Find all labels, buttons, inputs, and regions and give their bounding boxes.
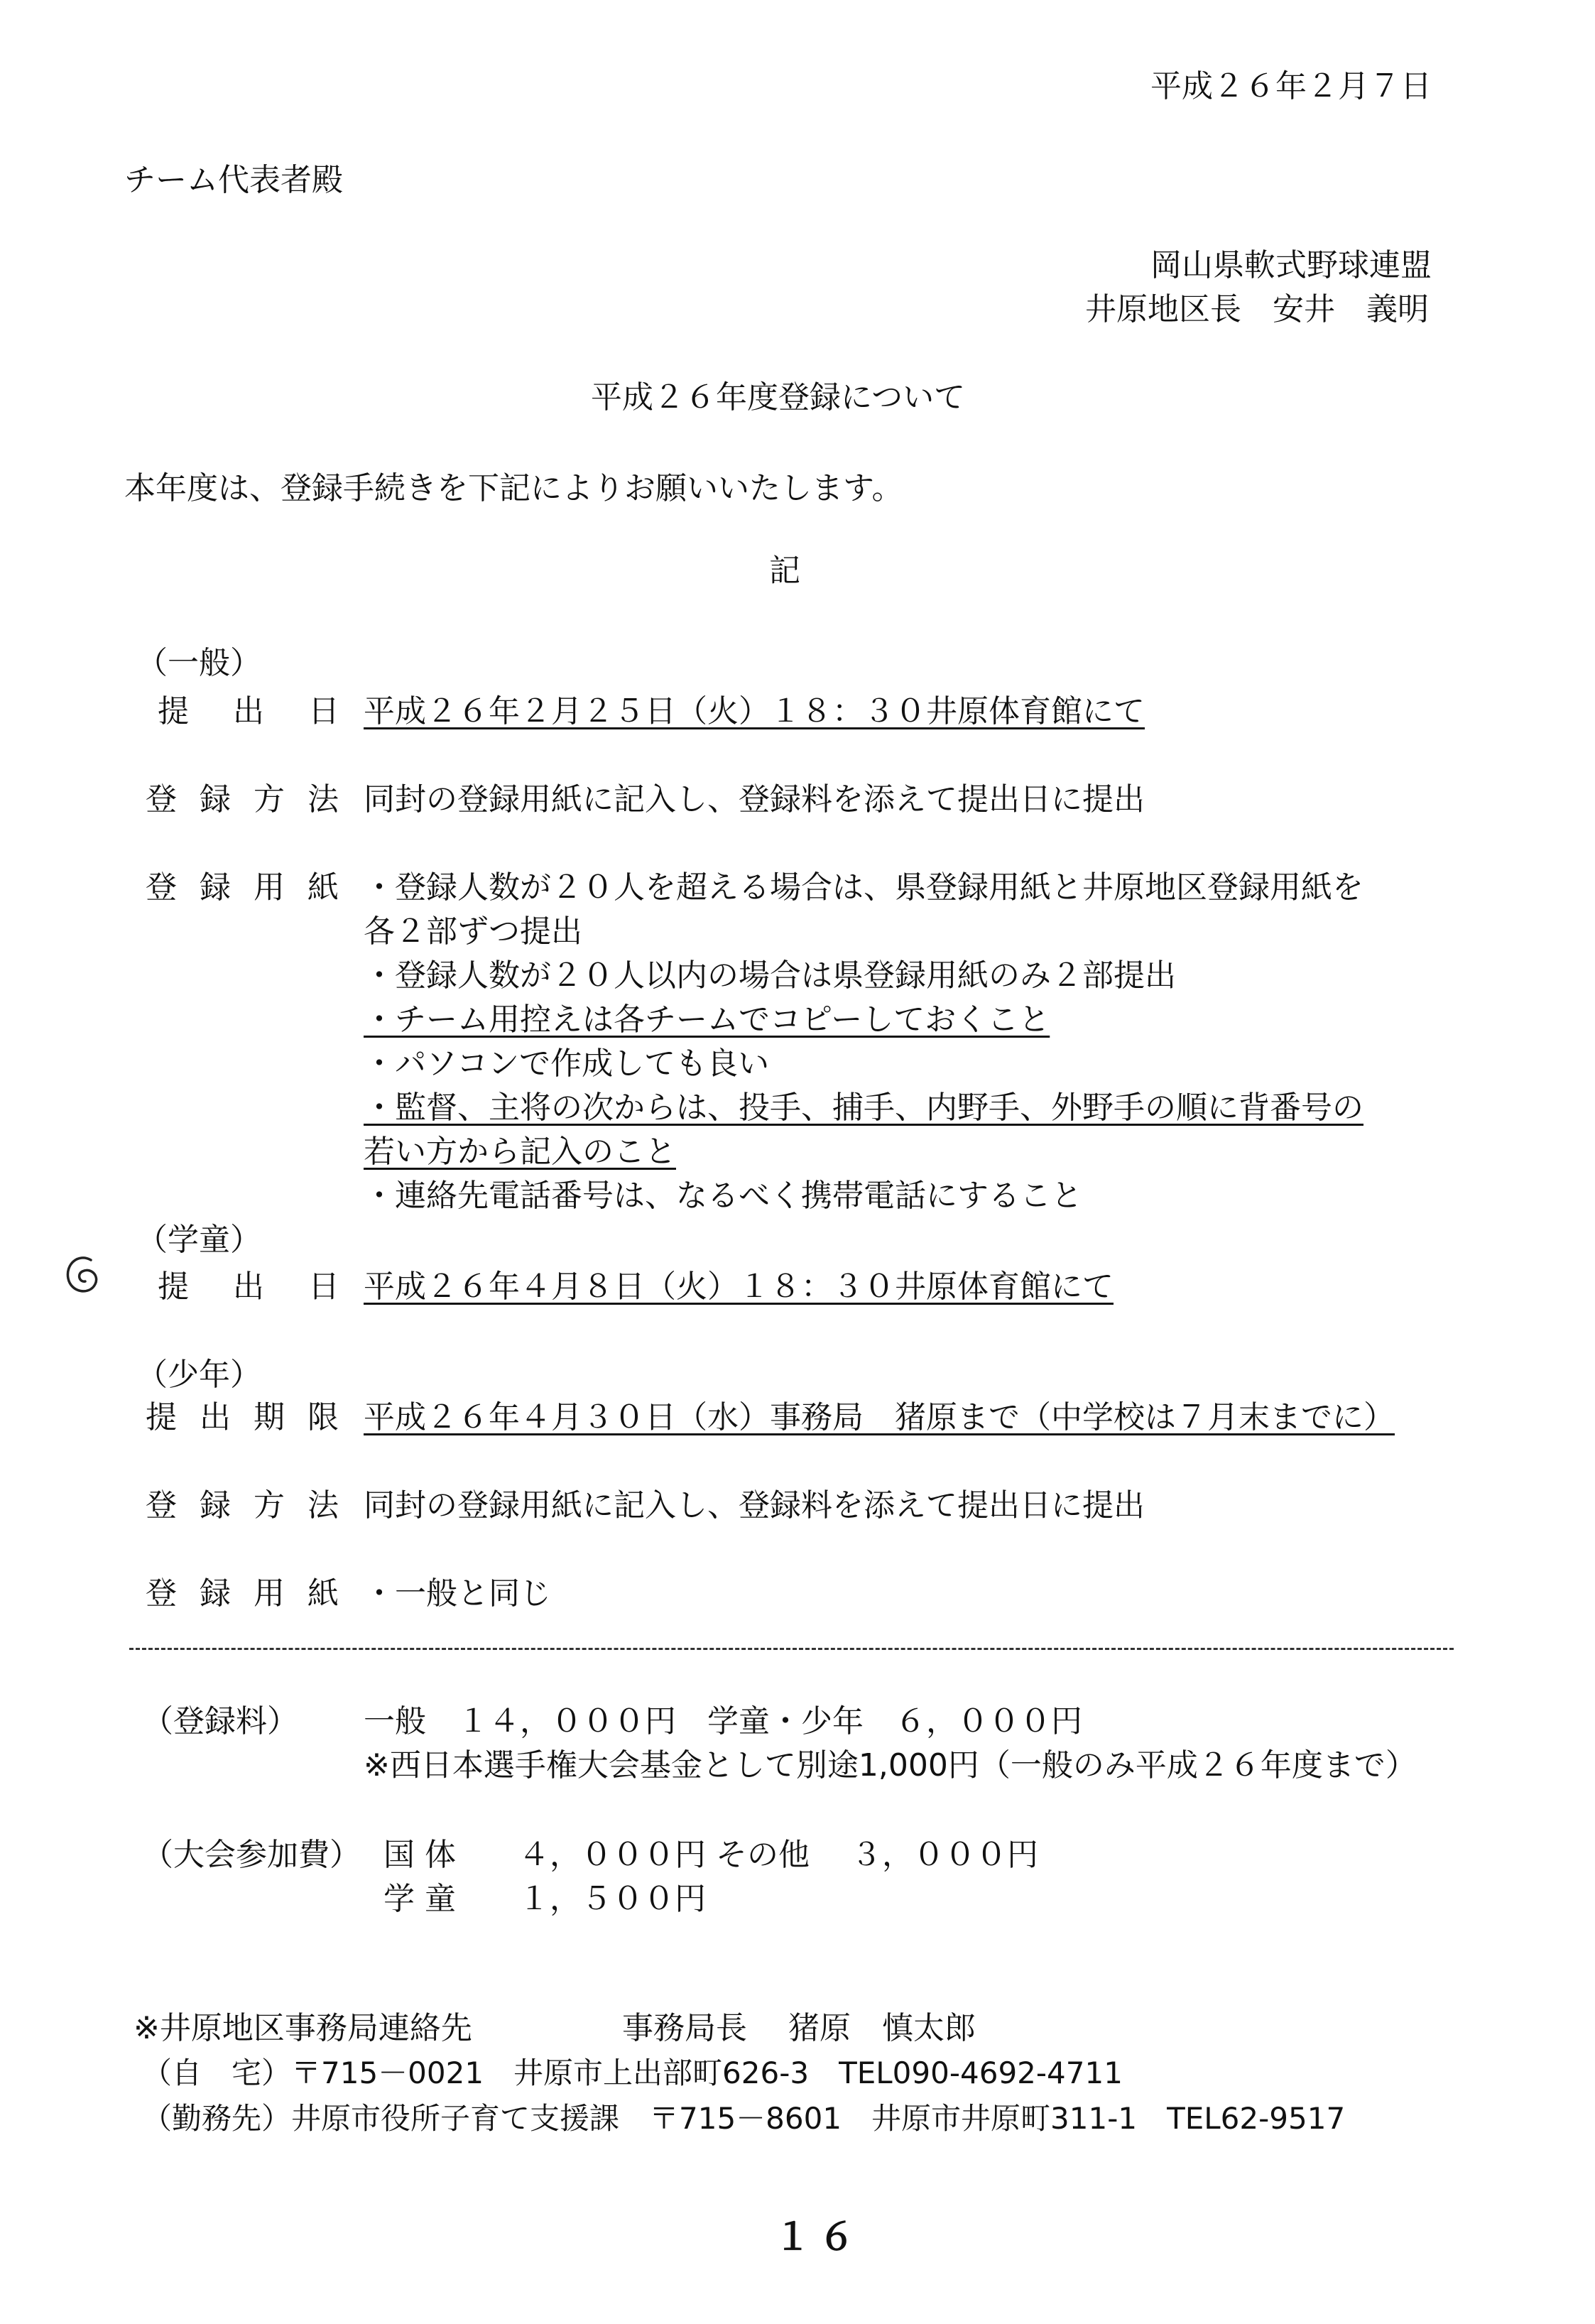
general-form-item: ・パソコンで作成しても良い	[364, 1046, 770, 1082]
general-form-item: ・監督、主将の次からは、投手、捕手、内野手、外野手の順に背番号の	[364, 1090, 1363, 1126]
handwritten-circle-mark	[62, 1251, 104, 1298]
general-form-item: ・登録人数が２０人を超える場合は、県登録用紙と井原地区登録用紙を	[364, 869, 1363, 906]
section-general-heading: （一般）	[136, 645, 261, 681]
section-shonen-heading: （少年）	[136, 1357, 261, 1393]
shonen-form-label: 登録用紙	[146, 1575, 361, 1612]
general-submit-label: 提出日	[158, 693, 383, 729]
general-form-item: ・登録人数が２０人以内の場合は県登録用紙のみ２部提出	[364, 957, 1176, 994]
page-number: １６	[774, 2215, 863, 2259]
general-form-item: 各２部ずつ提出	[364, 913, 582, 950]
intro-text: 本年度は、登録手続きを下記によりお願いいたします。	[124, 470, 903, 506]
section-gakudo-heading: （学童）	[136, 1222, 261, 1258]
gakudo-submit-value: 平成２６年４月８日（火）１８：３０井原体育館にて	[364, 1269, 1114, 1305]
gakudo-submit-label: 提出日	[158, 1269, 383, 1305]
document-date: 平成２６年２月７日	[1150, 68, 1432, 104]
contact-title: ※井原地区事務局連絡先	[134, 2010, 472, 2046]
dashed-divider	[129, 1648, 1454, 1650]
sender-organization: 岡山県軟式野球連盟	[1150, 247, 1432, 283]
general-submit-value: 平成２６年２月２５日（火）１８：３０井原体育館にて	[364, 693, 1145, 729]
shonen-method-value: 同封の登録用紙に記入し、登録料を添えて提出日に提出	[364, 1487, 1145, 1524]
general-method-label: 登録方法	[146, 781, 361, 818]
general-form-item: ・連絡先電話番号は、なるべく携帯電話にすること	[364, 1178, 1082, 1214]
general-form-label: 登録用紙	[146, 869, 361, 906]
registration-fee-value: 一般 １４，０００円 学童・少年 ６，０００円	[364, 1703, 1082, 1739]
tournament-fee-line: 国 体 ４，０００円 その他 ３，０００円	[383, 1837, 1038, 1873]
shonen-deadline-label: 提出期限	[146, 1399, 361, 1435]
general-form-item: 若い方から記入のこと	[364, 1134, 676, 1170]
registration-fee-note: ※西日本選手権大会基金として別途1,000円（一般のみ平成２６年度まで）	[364, 1747, 1417, 1783]
general-method-value: 同封の登録用紙に記入し、登録料を添えて提出日に提出	[364, 781, 1145, 818]
general-form-item: ・チーム用控えは各チームでコピーしておくこと	[364, 1001, 1050, 1038]
registration-fee-label: （登録料）	[142, 1703, 298, 1739]
tournament-fee-label: （大会参加費）	[142, 1837, 361, 1873]
sender-person: 井原地区長 安井 義明	[1085, 291, 1429, 327]
shonen-form-value: ・一般と同じ	[364, 1575, 551, 1612]
shonen-method-label: 登録方法	[146, 1487, 361, 1524]
contact-work: （勤務先）井原市役所子育て支援課 〒715－8601 井原市井原町311-1 TEL62-9517	[142, 2101, 1346, 2136]
tournament-fee-line: 学 童 １，５００円	[383, 1881, 706, 1917]
contact-home: （自 宅）〒715－0021 井原市上出部町626-3 TEL090-4692-4711	[142, 2056, 1123, 2090]
contact-role: 事務局長 猪原 慎太郎	[622, 2010, 976, 2046]
shonen-deadline-value: 平成２６年４月３０日（水）事務局 猪原まで（中学校は７月末までに）	[364, 1399, 1395, 1435]
document-title: 平成２６年度登録について	[591, 379, 966, 416]
addressee: チーム代表者殿	[124, 162, 343, 198]
ki-heading: 記	[769, 553, 800, 589]
